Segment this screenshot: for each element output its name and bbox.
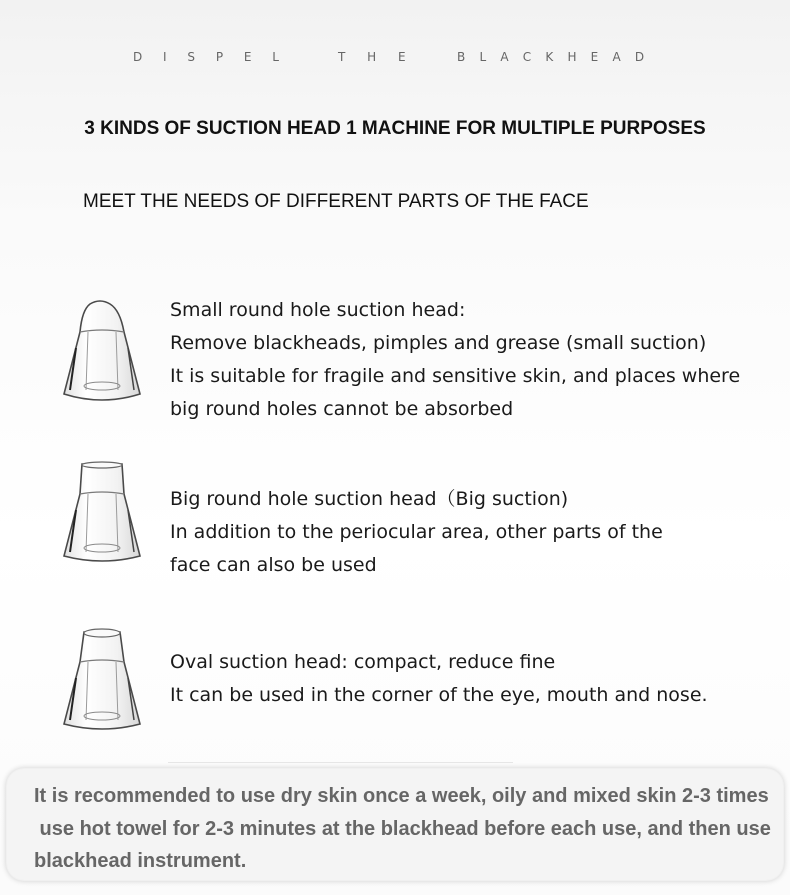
- divider: [168, 762, 513, 763]
- tagline: [0, 50, 790, 120]
- item-description: [170, 294, 770, 426]
- tagline-word-the: T H E: [338, 50, 415, 64]
- subheadline: MEET THE NEEDS OF DIFFERENT PARTS OF THE FACE: [83, 191, 589, 212]
- item-line: It can be used in the corner of the eye, mouth and nose.: [170, 684, 708, 706]
- item-description: [170, 646, 770, 712]
- item-title: Small round hole suction head:: [170, 299, 466, 321]
- headline: 3 KINDS OF SUCTION HEAD 1 MACHINE FOR MULTIPLE PURPOSES: [84, 118, 706, 139]
- item-line: face can also be used: [170, 554, 377, 576]
- small-round-nozzle-icon: [62, 298, 142, 404]
- big-round-nozzle-icon: [62, 460, 142, 566]
- item-line: In addition to the periocular area, other parts of the: [170, 521, 663, 543]
- item-line: It is suitable for fragile and sensitive skin, and places where: [170, 365, 741, 387]
- item-line: big round holes cannot be absorbed: [170, 398, 514, 420]
- item-title: Oval suction head: compact, reduce fine: [170, 651, 556, 673]
- usage-note-line: blackhead instrument.: [34, 850, 247, 872]
- item-title: Big round hole suction head（Big suction): [170, 488, 569, 510]
- usage-note-line: use hot towel for 2-3 minutes at the blackhead before each use, and then use: [34, 817, 771, 840]
- item-description: [170, 483, 770, 582]
- oval-nozzle-icon: [62, 628, 142, 734]
- tagline-word-dispel: D I S P E L: [133, 50, 288, 64]
- tagline-word-blackhead: B L A C K H E A D: [457, 50, 650, 64]
- item-line: Remove blackheads, pimples and grease (small suction): [170, 332, 707, 354]
- usage-note-line: It is recommended to use dry skin once a week, oily and mixed skin 2-3 times: [34, 785, 769, 807]
- usage-note: [34, 780, 774, 878]
